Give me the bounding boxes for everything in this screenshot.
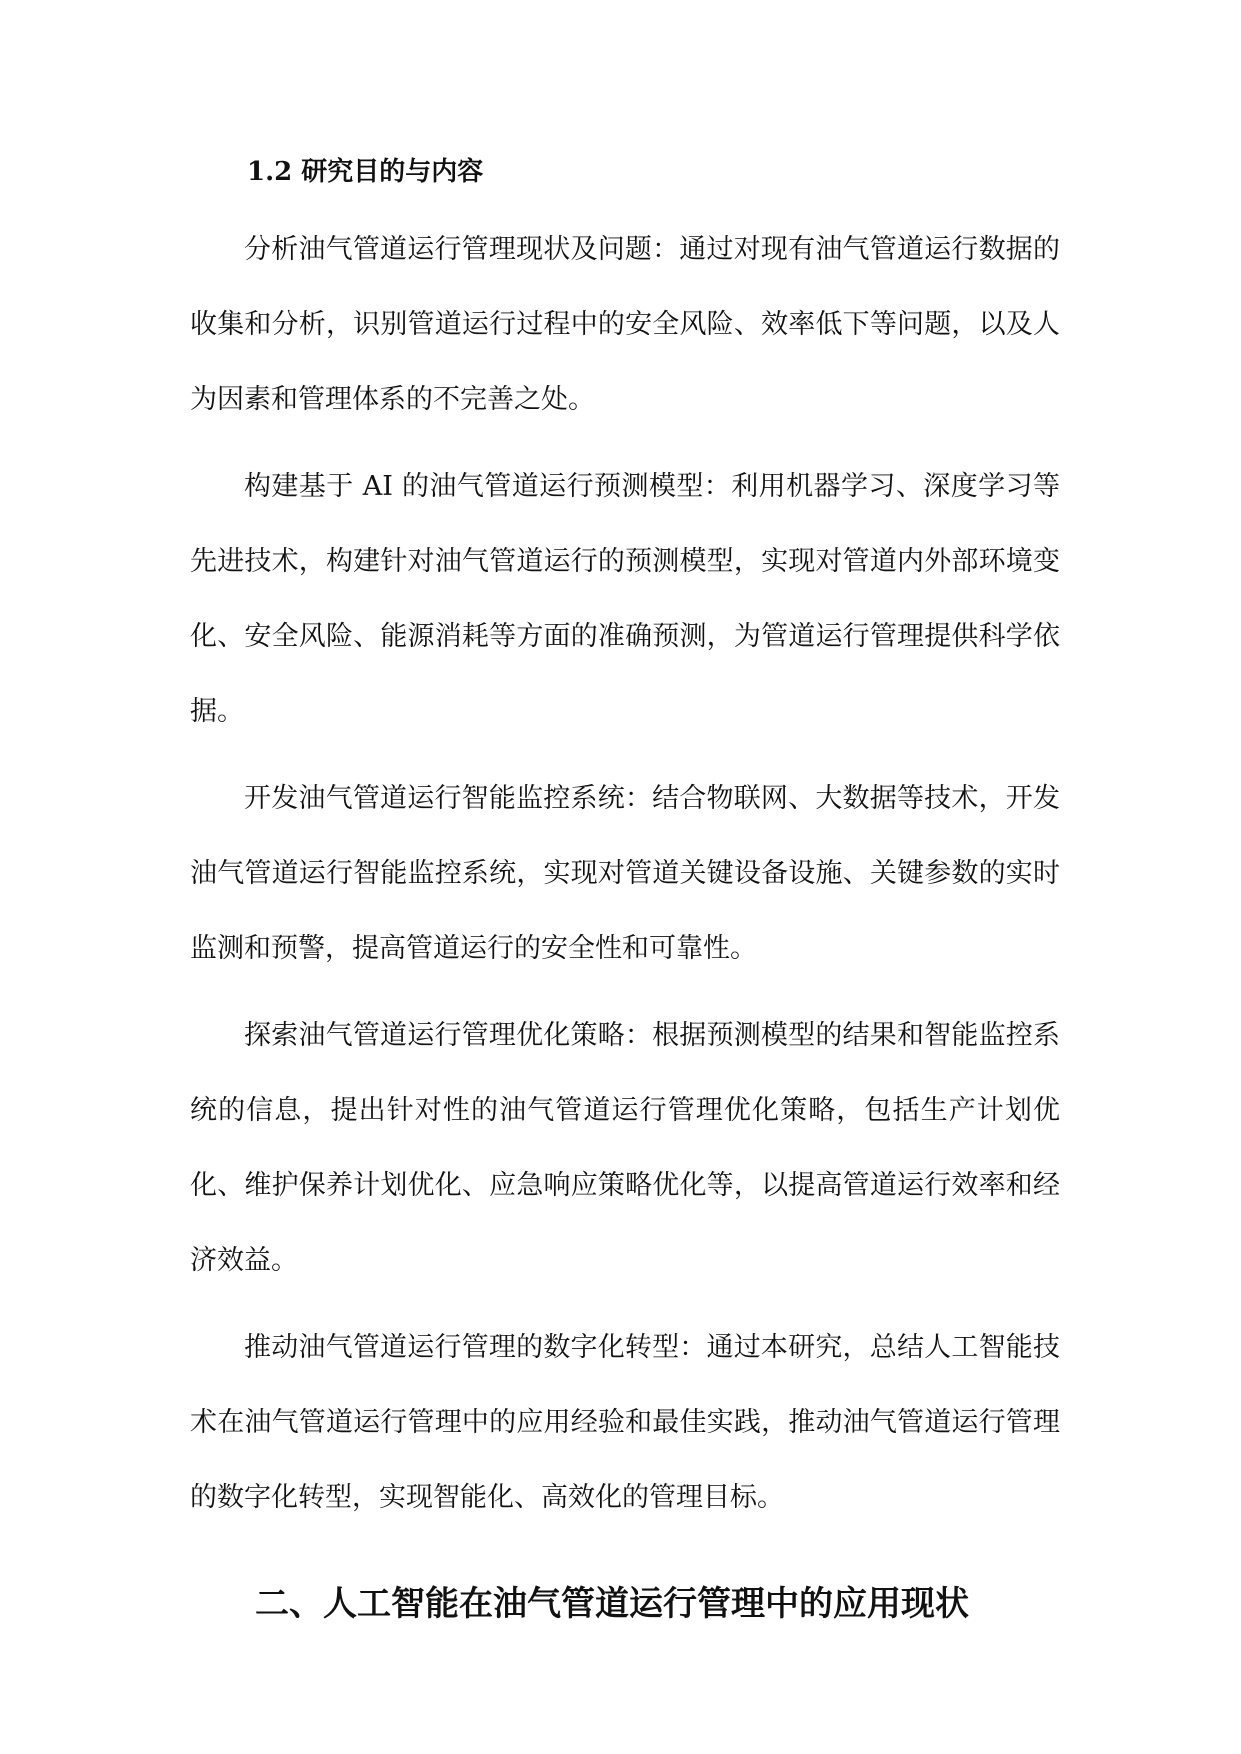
paragraph-digital-transformation: 推动油气管道运行管理的数字化转型：通过本研究，总结人工智能技术在油气管道运行管理中的应用经验和最佳实践，推动油气管道运行管理的数字化转型，实现智能化、高效化的管理目标。 xyxy=(190,1332,1060,1513)
paragraph-monitoring-system: 开发油气管道运行智能监控系统：结合物联网、大数据等技术，开发油气管道运行智能监控系统，实现对管道关键设备设施、关键参数的实时监测和预警，提高管道运行的安全性和可靠性。 xyxy=(190,783,1060,964)
paragraph-analysis: 分析油气管道运行管理现状及问题：通过对现有油气管道运行数据的收集和分析，识别管道运行过程中的安全风险、效率低下等问题，以及人为因素和管理体系的不完善之处。 xyxy=(190,234,1060,415)
chapter-heading: 二、人工智能在油气管道运行管理中的应用现状 xyxy=(255,1584,969,1624)
paragraph-prediction-model: 构建基于 AI 的油气管道运行预测模型：利用机器学习、深度学习等先进技术，构建针对油气管道运行的预测模型，实现对管道内外部环境变化、安全风险、能源消耗等方面的准确预测，为管道运行管理提供科学依据。 xyxy=(190,471,1060,727)
section-heading: 1.2 研究目的与内容 xyxy=(247,157,484,187)
body-text xyxy=(190,212,1060,1547)
paragraph-optimization-strategy: 探索油气管道运行管理优化策略：根据预测模型的结果和智能监控系统的信息，提出针对性的油气管道运行管理优化策略，包括生产计划优化、维护保养计划优化、应急响应策略优化等，以提高管道运行效率和经济效益。 xyxy=(190,1020,1060,1276)
